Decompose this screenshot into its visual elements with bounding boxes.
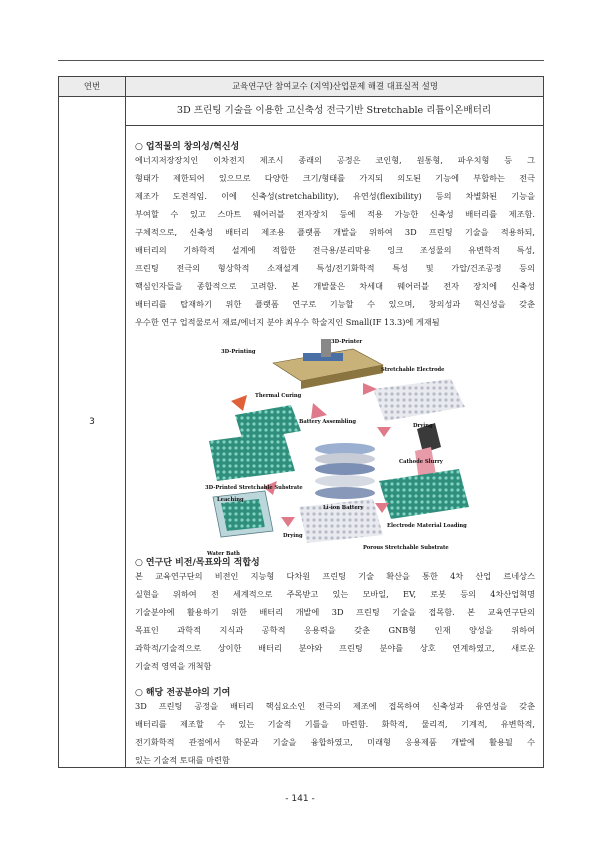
table-header-row bbox=[59, 77, 543, 97]
circle-bullet-icon: ○ bbox=[135, 688, 143, 698]
printed-substrate-sheet bbox=[209, 431, 295, 481]
section-heading-vision: ○ 연구단 비전/목표와의 적합성 bbox=[135, 558, 260, 568]
label-battery-assembling: Battery Assembling bbox=[299, 419, 357, 425]
achievement-title: 3D 프린팅 기술을 이용한 고신축성 전극기반 Stretchable 리튬이온배터리 bbox=[125, 97, 543, 126]
battery-stack-illustration bbox=[315, 443, 375, 499]
label-cathode-slurry: Cathode Slurry bbox=[399, 459, 443, 465]
label-thermal-curing: Thermal Curing bbox=[255, 393, 302, 399]
section-body-creativity: 에너지저장장치인 이차전지 제조시 종래의 공정은 코인형, 원통형, 파우치형 등 그 형태가 제한되어 있으므로 다양한 크기/형태를 가지되 의도된 기능에 부합하는 전극 제조가 도전적임. 이에 신축성(stretchability), 유연성(flexibility) 등의 차별화된 기능을 부여할 수 있고 스마트 웨어러블 전자장치 등에 적용 가능한 신축성 배터리를 제조함. 구체적으로, 신축성 배터리 제조용 플랫폼 개발을 위하여 3D 프린팅 기술을 적용하되, 배터리의 기하학적 설계에 적합한 전극용/분리막용 잉크 조성물의 유변학적 특성, 프린팅 전극의 형상학적 소재설계 특성/전기화학적 특성 및 가압/건조공정 등의 핵심인자들을 종합적으로 고려함. 본 개발물은 차세대 웨어러블 전자 장치에 신축성 배터리를 탑재하기 위한 플랫폼 연구로 기능할 수 있으며, 창의성과 혁신성을 갖춘 우수한 연구 업적물로서 재료/에너지 분야 최우수 학술지인 Small(IF 13.3)에 게재됨 bbox=[135, 155, 535, 327]
circle-bullet-icon: ○ bbox=[135, 142, 143, 152]
electrode-loading-sheet bbox=[379, 469, 469, 519]
section-body-vision: 본 교육연구단의 비전인 지능형 다차원 프린팅 기술 확산을 통한 4차 산업 르네상스 실현을 위하여 전 세계적으로 주목받고 있는 모바일, EV, 로봇 등의 4차산업혁명 기술분야에 활용하기 위한 배터리 개발에 3D 프린팅 기술을 접목함. 본 교육연구단의 목표인 과학적 지식과 공학적 응용력을 갖춘 GNB형 인재 양성을 위하여 과학적/기술적으로 상이한 배터리 분야와 프린팅 분야를 상호 연계하였고, 새로운 기술적 영역을 개척함 bbox=[135, 571, 535, 671]
label-electrode-loading: Electrode Material Loading bbox=[387, 523, 467, 529]
header-description: 교육연구단 참여교수 (지역)산업문제 해결 대표실적 설명 bbox=[232, 81, 438, 91]
printer-illustration bbox=[273, 339, 383, 389]
label-leaching: Leaching bbox=[217, 497, 244, 503]
section-heading-creativity: ○ 업적물의 창의성/혁신성 bbox=[135, 142, 240, 152]
label-stretchable-electrode: Stretchable Electrode bbox=[381, 367, 445, 373]
label-drying-bottom: Drying bbox=[283, 533, 303, 539]
row-number: 3 bbox=[89, 417, 95, 427]
label-3d-printing: 3D-Printing bbox=[221, 349, 256, 355]
top-rule bbox=[58, 60, 544, 61]
label-drying-top: Drying bbox=[413, 423, 433, 429]
label-porous-substrate: Porous Stretchable Substrate bbox=[363, 545, 449, 551]
page-number: - 141 - bbox=[285, 794, 315, 804]
process-diagram bbox=[203, 331, 475, 559]
label-water-bath: Water Bath bbox=[207, 551, 240, 557]
battery-process-figure bbox=[203, 331, 475, 559]
stretchable-electrode-sheet bbox=[373, 379, 465, 421]
circle-bullet-icon: ○ bbox=[135, 558, 143, 568]
section-body-contribution: 3D 프린팅 공정을 배터리 핵심요소인 전극의 제조에 접목하여 신축성과 유연성을 갖춘 배터리를 제조할 수 있는 기술적 기틀을 마련함. 화학적, 물리적, 기계적, 유변학적, 전기화학적 관점에서 학문과 기술을 융합하였고, 미래형 응용제품 개발에 활용될 수 있는 기술적 토대를 마련함 bbox=[135, 701, 535, 765]
label-li-ion-battery: Li-ion Battery bbox=[323, 505, 364, 511]
header-number: 연번 bbox=[83, 81, 101, 91]
report-table bbox=[58, 76, 544, 768]
section-heading-contribution: ○ 해당 전공분야의 기여 bbox=[135, 688, 231, 698]
label-printed-substrate: 3D-Printed Stretchable Substrate bbox=[205, 485, 303, 491]
column-divider bbox=[125, 77, 126, 767]
label-3d-printer: 3D-Printer bbox=[331, 339, 363, 345]
